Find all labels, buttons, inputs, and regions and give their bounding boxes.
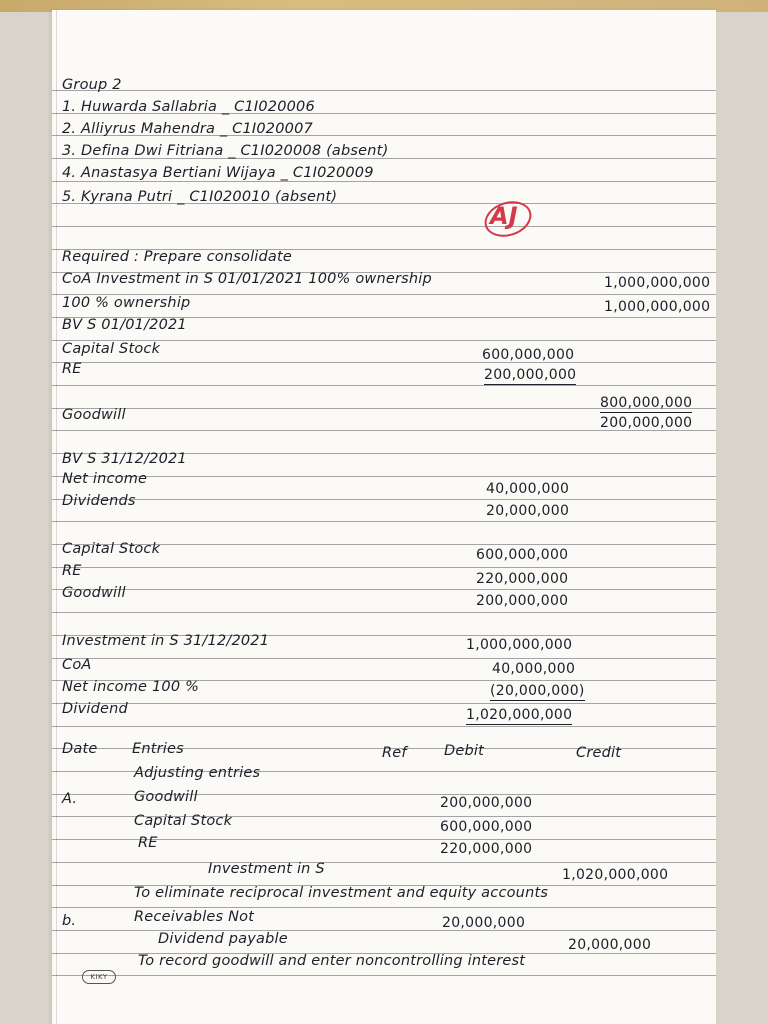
ruled-line	[52, 975, 716, 976]
net-income-label: Net income	[62, 471, 148, 487]
grade-mark: AJ	[490, 202, 518, 230]
equity-capital-stock-value: 600,000,000	[476, 547, 569, 563]
investment-dividend-label: Dividend	[62, 701, 128, 717]
equity-capital-stock-label: Capital Stock	[62, 541, 161, 557]
entry-b-receivables-debit: 20,000,000	[442, 915, 526, 931]
ruled-line	[52, 612, 716, 613]
member-5: 5. Kyrana Putri _ C1I020010 (absent)	[62, 189, 338, 205]
ruled-line	[52, 226, 716, 227]
entry-b-dividend-payable-credit: 20,000,000	[568, 937, 652, 953]
bv-end-heading: BV S 31/12/2021	[62, 451, 187, 467]
entry-a-investment-credit: 1,020,000,000	[562, 867, 669, 883]
bv-re-value: 200,000,000	[484, 367, 577, 383]
member-4: 4. Anastasya Bertiani Wijaya _ C1I020009	[62, 165, 374, 181]
investment-coa-value: 40,000,000	[492, 661, 576, 677]
equity-re-label: RE	[62, 563, 82, 579]
entry-a-re: RE	[138, 835, 158, 851]
equity-goodwill-label: Goodwill	[62, 585, 126, 601]
margin-line	[56, 10, 57, 1024]
ruled-line	[52, 862, 716, 863]
entry-a-goodwill: Goodwill	[134, 789, 198, 805]
ownership-label: 100 % ownership	[62, 295, 191, 311]
net-income-value: 40,000,000	[486, 481, 570, 497]
ruled-line	[52, 90, 716, 91]
ruled-line	[52, 658, 716, 659]
journal-header-entries: Entries	[132, 741, 184, 757]
ownership-value: 1,000,000,000	[604, 299, 711, 315]
journal-header-date: Date	[62, 741, 98, 757]
entry-a-capital-stock: Capital Stock	[134, 813, 233, 829]
investment-dividend-value: 1,020,000,000	[466, 707, 573, 723]
member-3: 3. Defina Dwi Fitriana _ C1I020008 (absent)	[62, 143, 389, 159]
entry-b-date: b.	[62, 913, 77, 929]
journal-subheading: Adjusting entries	[134, 765, 261, 781]
entry-a-date: A.	[62, 791, 78, 807]
bv-goodwill-label: Goodwill	[62, 407, 126, 423]
ruled-line	[52, 589, 716, 590]
investment-coa-label: CoA	[62, 657, 92, 673]
investment-net-income-label: Net income 100 %	[62, 679, 200, 695]
ruled-line	[52, 521, 716, 522]
entry-a-capital-stock-debit: 600,000,000	[440, 819, 533, 835]
investment-net-income-value: (20,000,000)	[490, 683, 585, 699]
equity-re-value: 220,000,000	[476, 571, 569, 587]
ruled-line	[52, 385, 716, 386]
coa-investment-label: CoA Investment in S 01/01/2021 100% ownership	[62, 271, 432, 287]
bv-subtotal-value: 800,000,000	[600, 395, 693, 411]
member-2: 2. Alliyrus Mahendra _ C1I020007	[62, 121, 313, 137]
entry-a-investment: Investment in S	[208, 861, 325, 877]
journal-header-ref: Ref	[382, 745, 407, 761]
entry-a-re-debit: 220,000,000	[440, 841, 533, 857]
ruled-line	[52, 567, 716, 568]
entry-a-goodwill-debit: 200,000,000	[440, 795, 533, 811]
entry-b-memo: To record goodwill and enter noncontrolling interest	[138, 953, 526, 969]
ruled-line	[52, 362, 716, 363]
bv-capital-stock-value: 600,000,000	[482, 347, 575, 363]
dividends-label: Dividends	[62, 493, 136, 509]
ruled-line	[52, 499, 716, 500]
ruled-line	[52, 930, 716, 931]
notebook-brand-logo: KIKY	[82, 970, 116, 984]
coa-investment-value: 1,000,000,000	[604, 275, 711, 291]
group-title: Group 2	[62, 77, 122, 93]
entry-b-receivables: Receivables Not	[134, 909, 255, 925]
bv-capital-stock-label: Capital Stock	[62, 341, 161, 357]
notebook-page	[52, 10, 716, 1024]
bv-re-label: RE	[62, 361, 82, 377]
entry-b-dividend-payable: Dividend payable	[158, 931, 288, 947]
ruled-line	[52, 476, 716, 477]
investment-heading: Investment in S 31/12/2021	[62, 633, 270, 649]
journal-header-credit: Credit	[576, 745, 622, 761]
entry-a-memo: To eliminate reciprocal investment and equity accounts	[134, 885, 549, 901]
equity-goodwill-value: 200,000,000	[476, 593, 569, 609]
member-1: 1. Huwarda Sallabria _ C1I020006	[62, 99, 315, 115]
investment-heading-value: 1,000,000,000	[466, 637, 573, 653]
dividends-value: 20,000,000	[486, 503, 570, 519]
required-heading: Required : Prepare consolidate	[62, 249, 293, 265]
bv-goodwill-value: 200,000,000	[600, 415, 693, 431]
ruled-line	[52, 703, 716, 704]
bv-start-heading: BV S 01/01/2021	[62, 317, 187, 333]
ruled-line	[52, 726, 716, 727]
journal-header-debit: Debit	[444, 743, 485, 759]
